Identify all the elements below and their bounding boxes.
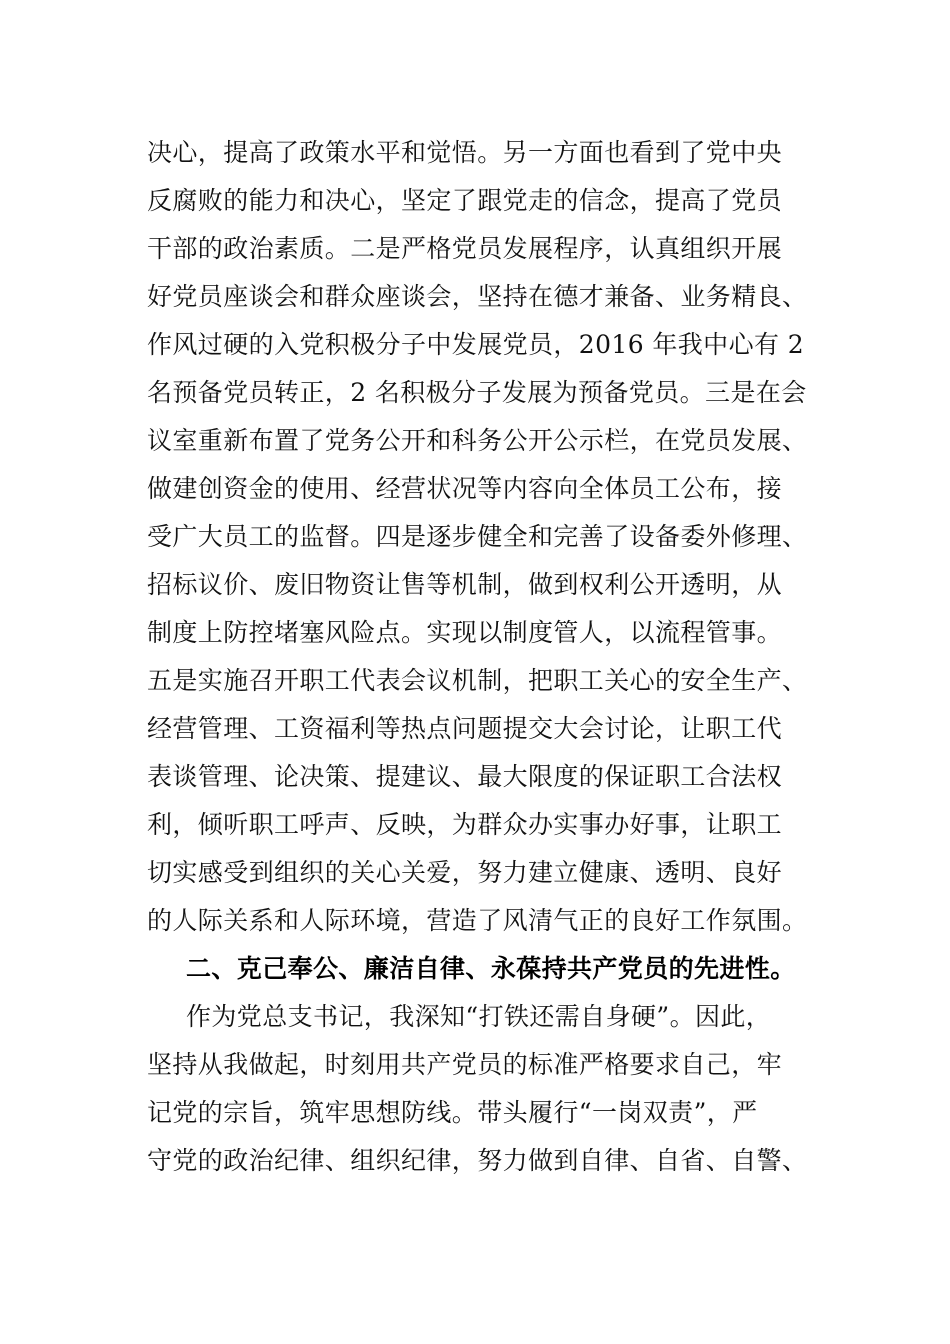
text-line: 招标议价、废旧物资让售等机制，做到权利公开透明，从 bbox=[147, 570, 783, 599]
text-line: 作风过硬的入党积极分子中发展党员，2016 年我中心有 2 bbox=[147, 330, 805, 359]
text-line: 制度上防控堵塞风险点。实现以制度管人，以流程管事。 bbox=[147, 618, 783, 647]
text-line: 守党的政治纪律、组织纪律，努力做到自律、自省、自警、 bbox=[147, 1146, 808, 1175]
text-line: 表谈管理、论决策、提建议、最大限度的保证职工合法权 bbox=[147, 762, 783, 791]
text-line: 经营管理、工资福利等热点问题提交大会讨论，让职工代 bbox=[147, 714, 783, 743]
text-line: 作为党总支书记，我深知“打铁还需自身硬”。因此， bbox=[186, 1002, 772, 1031]
text-line: 议室重新布置了党务公开和科务公开公示栏，在党员发展、 bbox=[147, 426, 808, 455]
text-line: 利，倾听职工呼声、反映，为群众办实事办好事，让职工 bbox=[147, 810, 783, 839]
text-line: 切实感受到组织的关心关爱，努力建立健康、透明、良好 bbox=[147, 858, 783, 887]
text-line: 干部的政治素质。二是严格党员发展程序，认真组织开展 bbox=[147, 234, 783, 263]
section-heading: 二、克己奉公、廉洁自律、永葆持共产党员的先进性。 bbox=[186, 954, 796, 983]
text-line: 坚持从我做起，时刻用共产党员的标准严格要求自己，牢 bbox=[147, 1050, 783, 1079]
text-line: 决心，提高了政策水平和觉悟。另一方面也看到了党中央 bbox=[147, 138, 783, 167]
text-line: 反腐败的能力和决心，坚定了跟党走的信念，提高了党员 bbox=[147, 186, 783, 215]
text-line: 记党的宗旨，筑牢思想防线。带头履行“一岗双责”，严 bbox=[147, 1098, 758, 1127]
text-line: 五是实施召开职工代表会议机制，把职工关心的安全生产、 bbox=[147, 666, 808, 695]
text-line: 好党员座谈会和群众座谈会，坚持在德才兼备、业务精良、 bbox=[147, 282, 808, 311]
text-line: 名预备党员转正，2 名积极分子发展为预备党员。三是在会 bbox=[147, 378, 807, 407]
text-line: 做建创资金的使用、经营状况等内容向全体员工公布，接 bbox=[147, 474, 783, 503]
text-line: 的人际关系和人际环境，营造了风清气正的良好工作氛围。 bbox=[147, 906, 808, 935]
text-line: 受广大员工的监督。四是逐步健全和完善了设备委外修理、 bbox=[147, 522, 808, 551]
